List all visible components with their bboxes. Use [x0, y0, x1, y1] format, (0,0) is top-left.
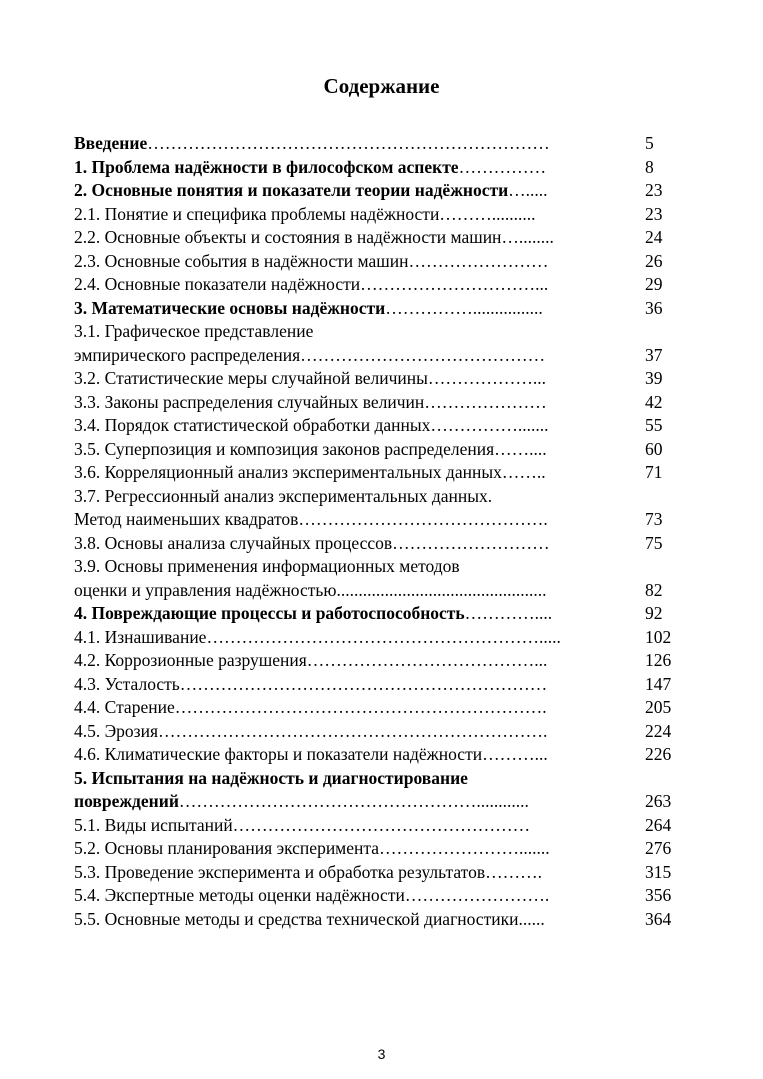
- toc-entry: [74, 626, 704, 650]
- toc-entry-bold-title: повреждений: [74, 791, 179, 811]
- toc-entry-page: 8: [645, 156, 654, 177]
- toc-entry-title: 2.4. Основные показатели надёжности…………………………...: [74, 274, 549, 294]
- toc-entry-bold-title: Введение: [74, 133, 148, 153]
- toc-entry: [74, 579, 704, 603]
- toc-entry: [74, 203, 704, 227]
- toc-entry-title: 2.1. Понятие и специфика проблемы надёжности………..........: [74, 203, 536, 224]
- toc-entry-bold-title: 3. Математические основы надёжности: [74, 297, 386, 318]
- toc-entry: [74, 156, 704, 180]
- toc-entry-page: 224: [645, 720, 672, 741]
- toc-entry-title: [74, 132, 630, 156]
- toc-entry: [74, 485, 704, 509]
- toc-entry: [74, 696, 704, 720]
- toc-entry-leader: ……………................: [385, 297, 543, 318]
- toc-entry: [74, 367, 704, 391]
- toc-entry: [74, 602, 704, 626]
- toc-entry-page: 356: [645, 885, 672, 905]
- toc-entry-leader: ….....: [508, 180, 548, 200]
- toc-entry-bold-title: 4. Повреждающие процессы и работоспособность: [74, 603, 465, 623]
- toc-entry: [74, 555, 704, 579]
- toc-entry-title: [74, 602, 630, 626]
- toc-entry: [74, 273, 704, 297]
- toc-entry-title: 4.6. Климатические факторы и показатели надёжности………...: [74, 744, 548, 764]
- toc-entry-title: 5.2. Основы планирования эксперимента…………………….......: [74, 838, 550, 858]
- toc-entry-title: [74, 790, 630, 814]
- toc-entry-leader: …………....: [464, 603, 553, 623]
- toc-entry-page: 71: [645, 462, 663, 482]
- toc-entry-title: 2.2. Основные объекты и состояния в надёжности машин…........: [74, 227, 554, 247]
- toc-entry: [74, 649, 704, 673]
- toc-entry: [74, 837, 704, 861]
- toc-entry: [74, 720, 704, 744]
- toc-entry-page: 92: [645, 603, 663, 623]
- toc-entry: [74, 908, 704, 932]
- toc-entry-title: эмпирического распределения……………………………………: [74, 344, 546, 365]
- toc-entry-title: 3.2. Статистические меры случайной величины………………...: [74, 368, 547, 388]
- toc-entry: [74, 508, 704, 532]
- toc-entry-page: 36: [645, 297, 663, 318]
- toc-entry-title: [74, 767, 630, 791]
- toc-entry-leader: ……………………………………………………………: [147, 133, 550, 153]
- toc-entry: [74, 767, 704, 791]
- toc-entry-page: 364: [645, 908, 672, 929]
- toc-entry-page: 60: [645, 438, 663, 459]
- table-of-contents: [74, 132, 704, 931]
- toc-entry-bold-title: 1. Проблема надёжности в философском аспекте: [74, 156, 459, 177]
- toc-entry-page: 82: [645, 579, 663, 600]
- page-title: Содержание: [323, 74, 440, 98]
- page-number: 3: [377, 1046, 386, 1062]
- toc-entry-title: [74, 156, 630, 180]
- toc-entry-title: 2.3. Основные события в надёжности машин……………………: [74, 250, 549, 271]
- toc-entry-title: 3.3. Законы распределения случайных величин…………………: [74, 391, 547, 412]
- toc-entry-title: Метод наименьших квадратов…………………………………….: [74, 509, 548, 529]
- toc-entry-title: 3.4. Порядок статистической обработки данных…………….......: [74, 415, 549, 435]
- toc-entry-page: 276: [645, 838, 672, 858]
- toc-entry-title: 3.8. Основы анализа случайных процессов………………………: [74, 532, 550, 553]
- toc-entry: [74, 461, 704, 485]
- toc-entry-page: 23: [645, 203, 663, 224]
- toc-entry-title: 4.4. Старение……………………………………………………….: [74, 697, 547, 717]
- toc-entry: [74, 250, 704, 274]
- toc-entry-title: 3.9. Основы применения информационных методов: [74, 556, 460, 576]
- toc-entry: [74, 861, 704, 885]
- toc-entry-title: оценки и управления надёжностью................................................: [74, 579, 547, 600]
- toc-entry: [74, 743, 704, 767]
- toc-entry-page: 226: [645, 744, 672, 764]
- toc-entry-page: 24: [645, 227, 663, 247]
- toc-entry: [74, 391, 704, 415]
- toc-entry-title: 5.1. Виды испытаний……………………………………………: [74, 814, 531, 835]
- toc-entry-title: 4.5. Эрозия………………………………………………………….: [74, 720, 548, 741]
- toc-entry-title: [74, 179, 630, 203]
- toc-entry: [74, 884, 704, 908]
- toc-entry-page: 264: [645, 814, 672, 835]
- toc-entry: [74, 344, 704, 368]
- toc-entry: [74, 532, 704, 556]
- toc-entry-page: 26: [645, 250, 663, 271]
- toc-entry-title: 4.2. Коррозионные разрушения…………………………………...: [74, 650, 548, 670]
- toc-entry-title: 3.7. Регрессионный анализ экспериментальных данных.: [74, 485, 493, 506]
- toc-entry-bold-title: 2. Основные понятия и показатели теории надёжности: [74, 180, 509, 200]
- toc-entry-title: 4.1. Изнашивание………………………………………………….....: [74, 626, 561, 647]
- toc-entry-page: 73: [645, 509, 663, 529]
- toc-entry-page: 39: [645, 368, 663, 388]
- toc-entry: [74, 320, 704, 344]
- toc-entry-title: 4.3. Усталость………………………………………………………: [74, 673, 548, 694]
- toc-entry-bold-title: 5. Испытания на надёжность и диагностирование: [74, 767, 468, 788]
- toc-entry: [74, 132, 704, 156]
- toc-entry: [74, 297, 704, 321]
- toc-entry: [74, 814, 704, 838]
- toc-entry-title: 3.5. Суперпозиция и композиция законов распределения……....: [74, 438, 547, 459]
- toc-entry-page: 126: [645, 650, 672, 670]
- toc-entry-page: 42: [645, 391, 663, 412]
- toc-entry-page: 315: [645, 861, 672, 882]
- toc-entry-page: 29: [645, 274, 663, 294]
- toc-entry-leader: ……………: [458, 156, 547, 177]
- toc-entry: [74, 414, 704, 438]
- toc-entry: [74, 790, 704, 814]
- toc-entry: [74, 673, 704, 697]
- toc-entry: [74, 179, 704, 203]
- toc-entry-title: 3.1. Графическое представление: [74, 321, 314, 341]
- toc-entry-title: 5.5. Основные методы и средства технической диагностики......: [74, 908, 545, 929]
- toc-entry-page: 147: [645, 673, 672, 694]
- toc-entry-page: 23: [645, 180, 663, 200]
- toc-entry-page: 5: [645, 133, 654, 153]
- toc-entry: [74, 226, 704, 250]
- toc-entry-title: 5.3. Проведение эксперимента и обработка результатов……….: [74, 861, 542, 882]
- toc-entry-title: 5.4. Экспертные методы оценки надёжности…………………….: [74, 885, 550, 905]
- toc-entry-page: 55: [645, 415, 663, 435]
- toc-entry-title: 3.6. Корреляционный анализ экспериментальных данных……..: [74, 462, 546, 482]
- toc-entry-title: [74, 297, 630, 321]
- toc-entry-page: 205: [645, 697, 672, 717]
- toc-entry-leader: ……………………………………………............: [178, 791, 529, 811]
- toc-entry: [74, 438, 704, 462]
- toc-entry-page: 102: [645, 626, 672, 647]
- toc-entry-page: 37: [645, 344, 663, 365]
- toc-entry-page: 75: [645, 532, 663, 553]
- toc-entry-page: 263: [645, 791, 672, 811]
